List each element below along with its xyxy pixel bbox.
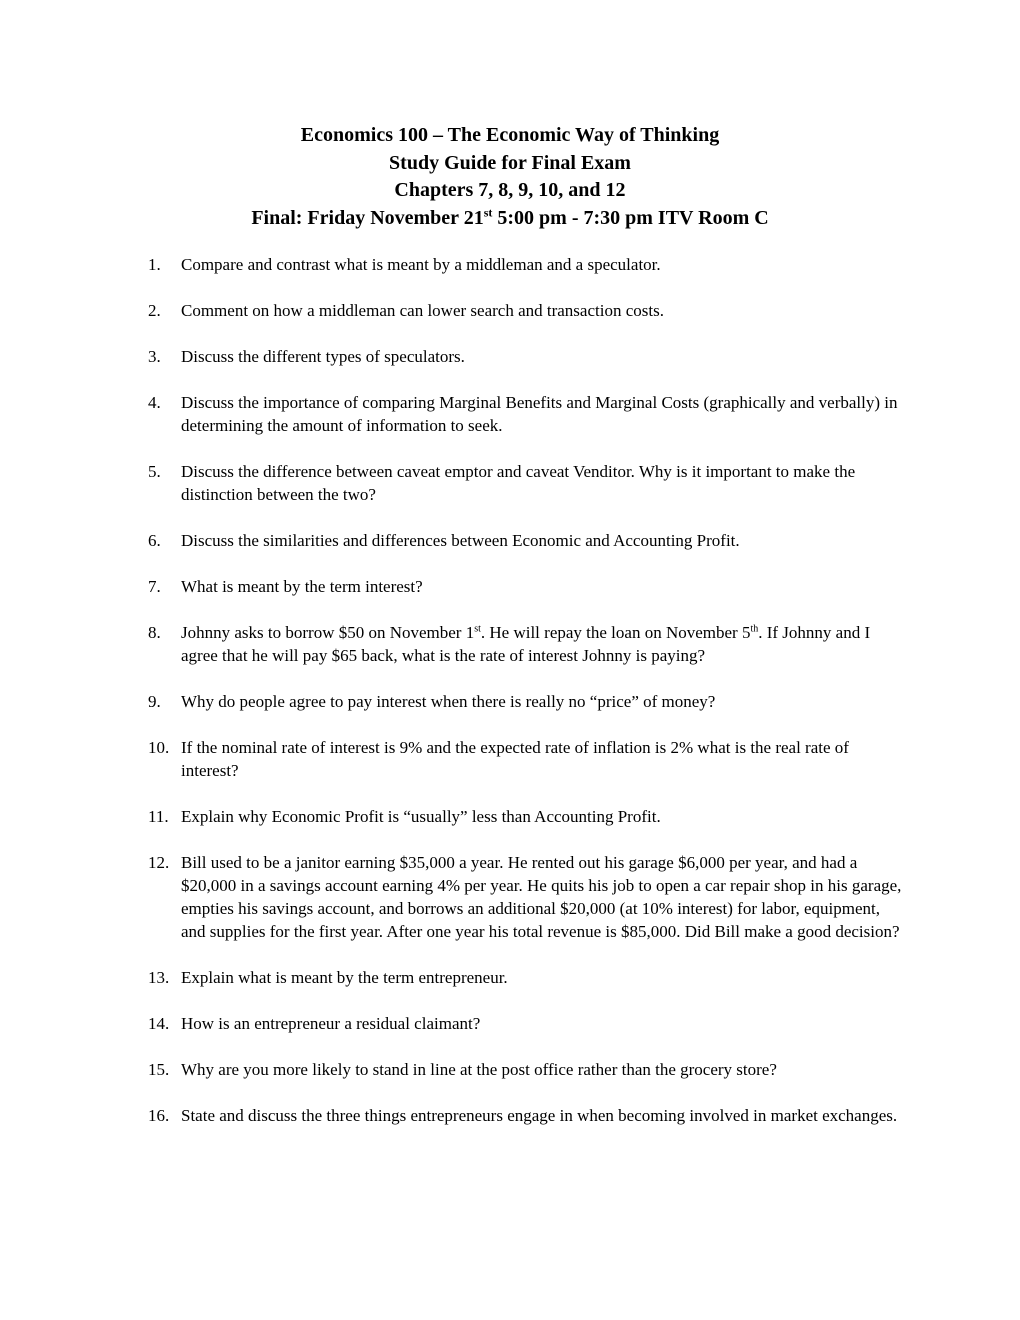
question-item [148,1012,908,1035]
question-item [148,805,908,828]
question-text: How is an entrepreneur a residual claimant? [181,1014,481,1033]
question-number: 11. [148,807,169,826]
final-exam-line [0,205,1020,233]
title-block [0,122,1020,232]
question-number: 8. [148,623,161,642]
question-list [148,253,908,1150]
question-text: Bill used to be a janitor earning $35,000 a year. He rented out his garage $6,000 per year, and had a $20,000 in a savings account earning 4% per year. He quits his job to open a car repair shop in his garage, empties his savings account, and borrows an additional $20,000 (at 10% interest) for labor, equipment, and supplies for the first year. After one year his total revenue is $85,000. Did Bill make a good decision? [181,853,902,941]
question-number: 1. [148,255,161,274]
final-exam-date-suffix: st [483,204,493,219]
question-item [148,736,908,782]
question-number: 3. [148,347,161,366]
ordinal-suffix: st [474,623,481,635]
final-exam-date: Final: Friday November 21 [251,206,484,229]
question-number: 9. [148,692,161,711]
question-item [148,575,908,598]
question-number: 6. [148,531,161,550]
question-number: 5. [148,462,161,481]
chapters-line: Chapters 7, 8, 9, 10, and 12 [394,179,626,201]
question-number: 10. [148,738,170,757]
question-text [181,621,908,667]
question-text: Discuss the difference between caveat emptor and caveat Venditor. Why is it important to make the distinction between the two? [181,462,856,504]
question-number: 15. [148,1060,170,1079]
question-text: Compare and contrast what is meant by a middleman and a speculator. [181,255,661,274]
question-item [148,1058,908,1081]
question-text-part: Johnny asks to borrow $50 on November 1 [181,623,475,642]
question-text: Comment on how a middleman can lower search and transaction costs. [181,301,664,320]
question-text: Discuss the different types of speculators. [181,347,465,366]
question-text-part: . He will repay the loan on November 5 [480,623,751,642]
question-text: Explain why Economic Profit is “usually” less than Accounting Profit. [181,807,661,826]
question-number: 14. [148,1014,170,1033]
question-item [148,460,908,506]
question-item [148,1104,908,1127]
course-title: Economics 100 – The Economic Way of Thinking [300,124,720,146]
question-item [148,391,908,437]
question-text: Discuss the importance of comparing Marginal Benefits and Marginal Costs (graphically and verbally) in determining the amount of information to seek. [181,393,898,435]
question-item [148,529,908,552]
question-number: 16. [148,1106,170,1125]
question-text: If the nominal rate of interest is 9% and the expected rate of inflation is 2% what is the real rate of interest? [181,738,849,780]
question-item [148,345,908,368]
ordinal-suffix: th [750,623,759,635]
question-item [148,690,908,713]
question-item [148,966,908,989]
question-item [148,621,908,667]
question-text: State and discuss the three things entrepreneurs engage in when becoming involved in market exchanges. [181,1106,898,1125]
question-number: 2. [148,301,161,320]
question-text: Why are you more likely to stand in line at the post office rather than the grocery store? [181,1060,777,1079]
question-text-part: . If Johnny and I agree that he will pay $65 back, what is the rate of interest Johnny is paying? [181,623,871,665]
question-number: 7. [148,577,161,596]
question-number: 12. [148,853,170,872]
question-item [148,253,908,276]
question-item [148,851,908,943]
question-item [148,299,908,322]
question-number: 13. [148,968,170,987]
final-exam-time-room: 5:00 pm - 7:30 pm ITV Room C [492,206,769,229]
question-number: 4. [148,393,161,412]
question-text: Discuss the similarities and differences between Economic and Accounting Profit. [181,531,740,550]
question-text: Why do people agree to pay interest when there is really no “price” of money? [181,692,716,711]
guide-title: Study Guide for Final Exam [389,151,631,174]
question-text: Explain what is meant by the term entrepreneur. [181,968,508,987]
question-text: What is meant by the term interest? [181,577,423,596]
